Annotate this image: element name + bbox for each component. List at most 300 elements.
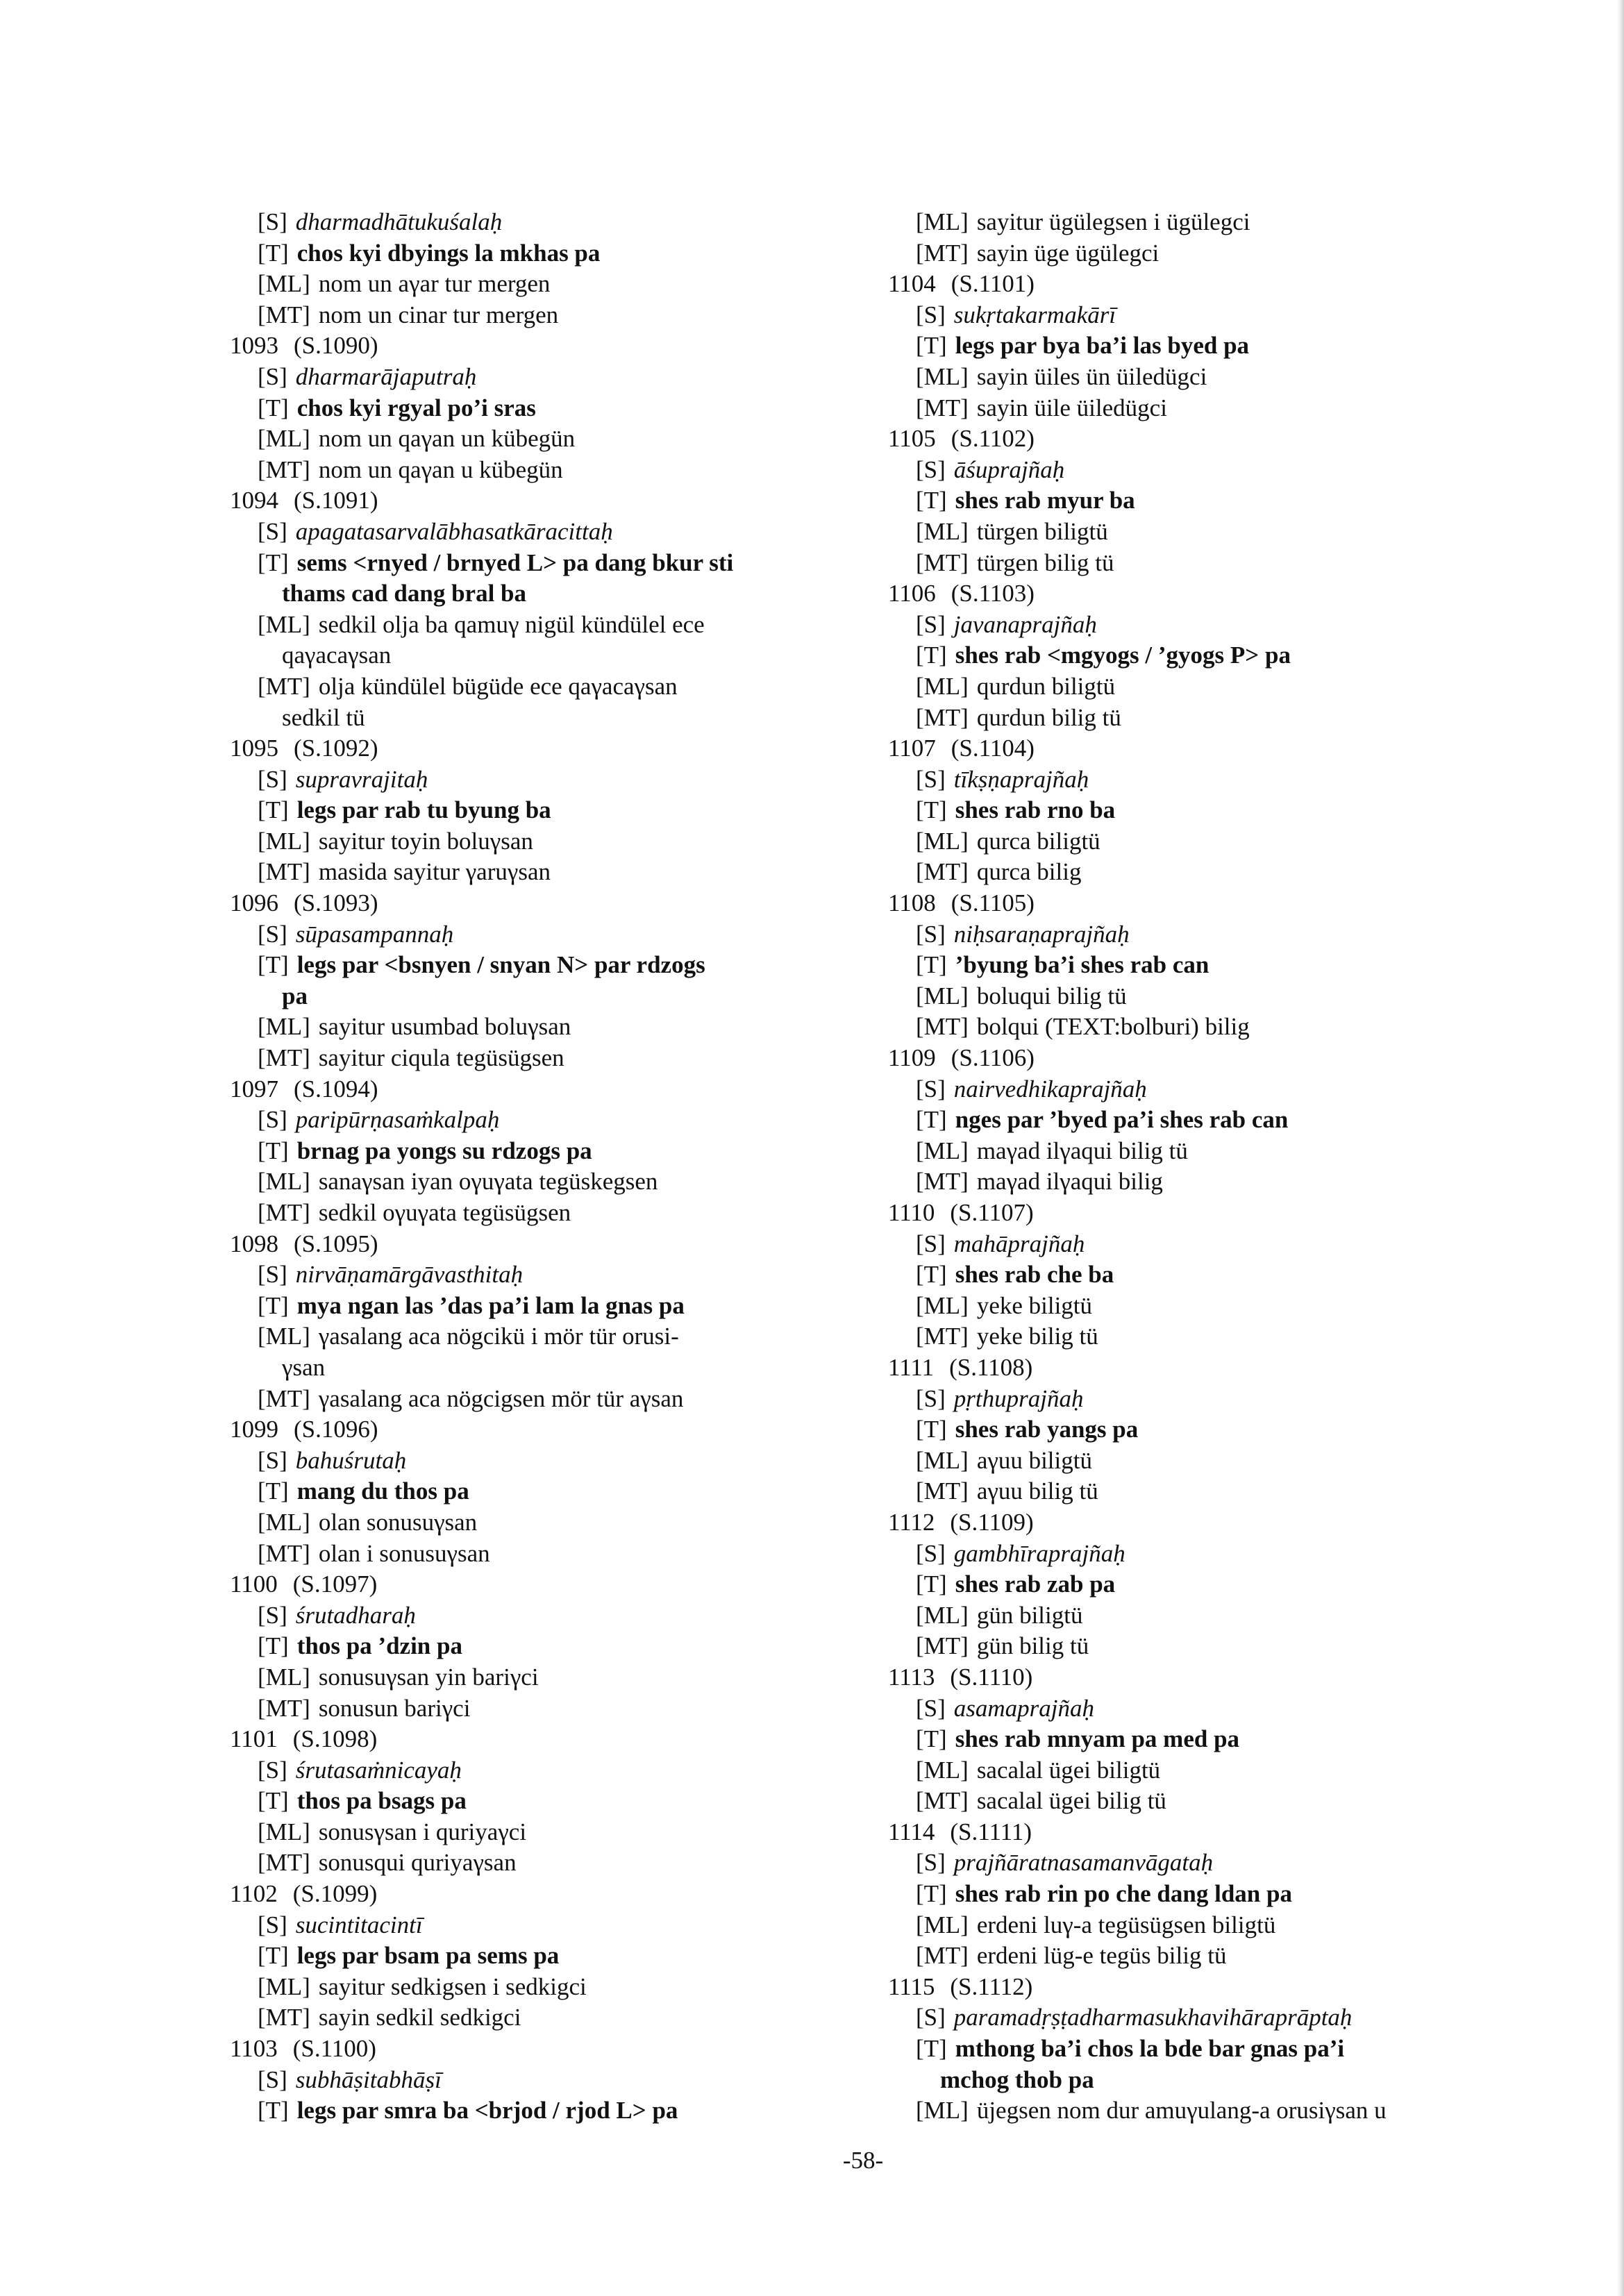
language-tag: [S] xyxy=(258,1756,287,1784)
language-tag: [S] xyxy=(258,362,287,390)
language-tag: [T] xyxy=(258,1137,289,1164)
language-tag: [T] xyxy=(916,332,947,360)
language-tag: [S] xyxy=(258,1106,287,1134)
entry-heading xyxy=(888,733,1513,764)
entry-text: prajñāratnasamanvāgataḥ xyxy=(953,1849,1214,1877)
entry-text: sonusun bariγci xyxy=(318,1694,471,1722)
entry-line-mt xyxy=(230,1539,855,1570)
language-tag: [MT] xyxy=(916,239,969,267)
entry-text: sūpasampannaḥ xyxy=(295,920,454,948)
entry-text: γasalang aca nögcigsen mör tür aγsan xyxy=(318,1384,684,1412)
entry-text: thams cad dang bral ba xyxy=(282,580,527,607)
entry-heading xyxy=(230,733,855,764)
entry-line-s xyxy=(230,1105,855,1136)
language-tag: [ML] xyxy=(916,1446,969,1474)
entry-line-s xyxy=(230,362,855,393)
entry-line-s xyxy=(888,300,1513,331)
language-tag: [T] xyxy=(258,796,289,824)
entry-line-t xyxy=(888,1879,1513,1910)
entry-line-t xyxy=(230,1476,855,1507)
language-tag: [T] xyxy=(916,1416,947,1443)
sanskrit-reference: (S.1107) xyxy=(950,1199,1034,1226)
entry-line-ml xyxy=(888,981,1513,1012)
language-tag: [S] xyxy=(916,455,946,483)
language-tag: [MT] xyxy=(258,455,310,483)
language-tag: [ML] xyxy=(916,1911,969,1938)
entry-text: nges par ’byed pa’i shes rab can xyxy=(955,1106,1289,1134)
language-tag: [ML] xyxy=(916,1137,969,1164)
entry-line-ml xyxy=(230,1321,855,1352)
entry-line-t xyxy=(888,2034,1513,2065)
entry-line-mt xyxy=(230,1198,855,1229)
entry-line-s xyxy=(888,1384,1513,1415)
language-tag: [MT] xyxy=(258,1384,310,1412)
entry-line-ml xyxy=(888,1600,1513,1632)
sanskrit-reference: (S.1097) xyxy=(292,1570,378,1598)
entry-line-mt xyxy=(888,1631,1513,1662)
entry-number: 1115 xyxy=(888,1972,935,2000)
entry-line-s xyxy=(888,1229,1513,1260)
entry-text: yeke bilig tü xyxy=(976,1323,1098,1350)
language-tag: [ML] xyxy=(258,1013,310,1041)
language-tag: [ML] xyxy=(258,425,310,453)
entry-text: maγad ilγaqui bilig xyxy=(976,1168,1163,1196)
entry-line-s xyxy=(230,517,855,548)
language-tag: [ML] xyxy=(916,362,969,390)
sanskrit-reference: (S.1108) xyxy=(949,1353,1033,1381)
sanskrit-reference: (S.1098) xyxy=(292,1725,378,1753)
language-tag: [MT] xyxy=(916,858,969,886)
entry-text: brnag pa yongs su rdzogs pa xyxy=(296,1137,592,1164)
entry-text: sanaγsan iyan oγuγata tegüskegsen xyxy=(318,1168,658,1196)
entry-heading xyxy=(888,269,1513,300)
language-tag: [ML] xyxy=(916,517,969,545)
entry-text: maγad ilγaqui bilig tü xyxy=(976,1137,1188,1164)
entry-text: thos pa bsags pa xyxy=(296,1787,467,1815)
entry-heading xyxy=(230,1074,855,1105)
entry-heading xyxy=(888,888,1513,919)
entry-text: gün biligtü xyxy=(976,1601,1083,1629)
language-tag: [MT] xyxy=(916,703,969,731)
sanskrit-reference: (S.1095) xyxy=(294,1230,378,1257)
entry-line-continuation xyxy=(230,640,855,671)
language-tag: [S] xyxy=(916,1849,946,1877)
left-column xyxy=(230,207,855,2127)
entry-text: shes rab <mgyogs / ’gyogs P> pa xyxy=(955,642,1291,669)
entry-line-ml xyxy=(888,2095,1513,2127)
entry-text: olan i sonusuγsan xyxy=(318,1539,490,1567)
entry-text: shes rab yangs pa xyxy=(955,1416,1139,1443)
entry-line-s xyxy=(230,1259,855,1291)
entry-line-mt xyxy=(230,671,855,703)
language-tag: [S] xyxy=(916,1694,946,1722)
entry-text: sacalal ügei biligtü xyxy=(976,1756,1161,1784)
entry-line-t xyxy=(888,950,1513,981)
entry-line-mt xyxy=(888,1941,1513,1972)
entry-text: sonusqui quriyaγsan xyxy=(318,1849,517,1877)
entry-text: gambhīraprajñaḥ xyxy=(953,1539,1125,1567)
entry-text: sems <rnyed / brnyed L> pa dang bkur sti xyxy=(296,548,734,576)
entry-number: 1096 xyxy=(230,889,278,917)
language-tag: [T] xyxy=(258,548,289,576)
entry-line-mt xyxy=(888,1476,1513,1507)
entry-number: 1094 xyxy=(230,487,278,514)
entry-text: mchog thob pa xyxy=(940,2065,1094,2093)
entry-text: qurdun bilig tü xyxy=(976,703,1121,731)
entry-text: sayin üile üiledügci xyxy=(976,394,1167,421)
language-tag: [MT] xyxy=(258,2004,310,2031)
entry-text: sonusγsan i quriyaγci xyxy=(318,1818,527,1845)
entry-text: sucintitacintī xyxy=(295,1911,423,1938)
entry-line-ml xyxy=(230,826,855,857)
entry-text: mang du thos pa xyxy=(296,1477,469,1505)
entry-text: sacalal ügei bilig tü xyxy=(976,1787,1166,1815)
entry-line-t xyxy=(888,1259,1513,1291)
entry-line-t xyxy=(888,485,1513,517)
entry-text: bahuśrutaḥ xyxy=(295,1446,407,1474)
entry-line-continuation xyxy=(888,2065,1513,2096)
sanskrit-reference: (S.1106) xyxy=(951,1044,1035,1072)
sanskrit-reference: (S.1104) xyxy=(951,735,1035,762)
language-tag: [ML] xyxy=(916,2097,969,2125)
sanskrit-reference: (S.1101) xyxy=(951,270,1035,298)
entry-number: 1104 xyxy=(888,270,936,298)
entry-heading xyxy=(888,1043,1513,1074)
entry-line-mt xyxy=(230,455,855,486)
entry-line-s xyxy=(888,764,1513,796)
sanskrit-reference: (S.1099) xyxy=(292,1880,378,1908)
entry-text: sayin üiles ün üiledügci xyxy=(976,362,1207,390)
entry-line-ml xyxy=(230,269,855,300)
language-tag: [S] xyxy=(258,920,287,948)
entry-line-mt xyxy=(230,857,855,888)
entry-line-continuation xyxy=(230,1352,855,1384)
entry-text: dharmadhātukuśalaḥ xyxy=(295,208,503,235)
entry-line-s xyxy=(230,1910,855,1941)
entry-text: sayitur toyin boluγsan xyxy=(318,827,533,855)
language-tag: [T] xyxy=(258,394,289,421)
entry-line-t xyxy=(230,950,855,981)
entry-line-t xyxy=(230,1136,855,1167)
entry-text: legs par rab tu byung ba xyxy=(296,796,551,824)
entry-text: śrutasaṁnicayaḥ xyxy=(295,1756,462,1784)
entry-number: 1098 xyxy=(230,1230,278,1257)
entry-text: olja kündülel bügüde ece qaγacaγsan xyxy=(318,672,678,700)
entry-line-s xyxy=(888,455,1513,486)
entry-text: γasalang aca nögcikü i mör tür orusi- xyxy=(318,1323,679,1350)
sanskrit-reference: (S.1090) xyxy=(294,332,378,360)
entry-text: asamaprajñaḥ xyxy=(953,1694,1095,1722)
entry-line-t xyxy=(230,795,855,826)
entry-text: niḥsaraṇaprajñaḥ xyxy=(953,920,1130,948)
entry-text: tīkṣṇaprajñaḥ xyxy=(953,765,1089,793)
entry-text: qurdun biligtü xyxy=(976,672,1116,700)
entry-number: 1101 xyxy=(230,1725,278,1753)
language-tag: [T] xyxy=(916,1880,947,1908)
entry-text: sayitur ciqula tegüsügsen xyxy=(318,1044,564,1072)
entry-heading xyxy=(888,578,1513,610)
language-tag: [T] xyxy=(258,239,289,267)
entry-number: 1100 xyxy=(230,1570,278,1598)
sanskrit-reference: (S.1096) xyxy=(294,1416,378,1443)
entry-text: javanaprajñaḥ xyxy=(953,610,1097,638)
sanskrit-reference: (S.1109) xyxy=(950,1508,1034,1536)
entry-number: 1113 xyxy=(888,1663,935,1691)
sanskrit-reference: (S.1094) xyxy=(294,1075,378,1103)
entry-text: chos kyi rgyal po’i sras xyxy=(296,394,536,421)
entry-text: nom un aγar tur mergen xyxy=(318,270,551,298)
entry-line-t xyxy=(230,548,855,579)
entry-line-t xyxy=(230,393,855,424)
entry-line-s xyxy=(888,919,1513,950)
entry-text: sonusuγsan yin bariγci xyxy=(318,1663,539,1691)
entry-line-mt xyxy=(888,1321,1513,1352)
entry-line-mt xyxy=(888,703,1513,734)
entry-text: legs par bsam pa sems pa xyxy=(296,1942,560,1970)
language-tag: [MT] xyxy=(258,301,310,328)
entry-text: bolqui (TEXT:bolburi) bilig xyxy=(976,1013,1250,1041)
entry-text: γsan xyxy=(282,1353,326,1381)
page-number: -58- xyxy=(842,2147,884,2174)
entry-line-s xyxy=(230,1446,855,1477)
language-tag: [MT] xyxy=(258,1044,310,1072)
entry-line-s xyxy=(230,1600,855,1632)
entry-line-mt xyxy=(888,238,1513,269)
language-tag: [S] xyxy=(258,1446,287,1474)
entry-line-s xyxy=(888,1847,1513,1879)
entry-heading xyxy=(230,888,855,919)
entry-text: āśuprajñaḥ xyxy=(953,455,1065,483)
entry-text: sayin sedkil sedkigci xyxy=(318,2004,521,2031)
language-tag: [ML] xyxy=(916,1601,969,1629)
language-tag: [S] xyxy=(916,1230,946,1257)
entry-heading xyxy=(230,485,855,517)
entry-text: sedkil oγuγata tegüsügsen xyxy=(318,1199,571,1226)
sanskrit-reference: (S.1100) xyxy=(292,2035,376,2063)
entry-line-mt xyxy=(230,1693,855,1725)
entry-line-ml xyxy=(230,1012,855,1043)
entry-line-t xyxy=(888,330,1513,362)
entry-line-continuation xyxy=(230,578,855,610)
entry-text: thos pa ’dzin pa xyxy=(296,1632,462,1660)
language-tag: [MT] xyxy=(258,672,310,700)
scan-edge xyxy=(1617,0,1624,2296)
entry-line-t xyxy=(230,2095,855,2127)
language-tag: [ML] xyxy=(916,1756,969,1784)
sanskrit-reference: (S.1092) xyxy=(294,735,378,762)
language-tag: [MT] xyxy=(258,1199,310,1226)
entry-line-continuation xyxy=(230,981,855,1012)
entry-text: mahāprajñaḥ xyxy=(953,1230,1085,1257)
entry-line-ml xyxy=(888,1136,1513,1167)
entry-line-t xyxy=(888,1569,1513,1600)
entry-heading xyxy=(888,1972,1513,2003)
entry-text: erdeni lüg-e tegüs bilig tü xyxy=(976,1942,1227,1970)
language-tag: [S] xyxy=(258,1911,287,1938)
entry-text: subhāṣitabhāṣī xyxy=(295,2065,442,2093)
entry-text: shes rab rin po che dang ldan pa xyxy=(955,1880,1292,1908)
sanskrit-reference: (S.1110) xyxy=(950,1663,1033,1691)
language-tag: [ML] xyxy=(258,1663,310,1691)
language-tag: [MT] xyxy=(916,1942,969,1970)
language-tag: [S] xyxy=(258,1261,287,1289)
sanskrit-reference: (S.1112) xyxy=(950,1972,1033,2000)
entry-line-t xyxy=(888,1105,1513,1136)
entry-line-t xyxy=(230,238,855,269)
language-tag: [S] xyxy=(916,301,946,328)
entry-number: 1093 xyxy=(230,332,278,360)
entry-text: nom un qaγan un kübegün xyxy=(318,425,576,453)
entry-line-ml xyxy=(888,362,1513,393)
entry-number: 1110 xyxy=(888,1199,935,1226)
entry-number: 1099 xyxy=(230,1416,278,1443)
entry-line-ml xyxy=(888,517,1513,548)
language-tag: [S] xyxy=(916,1539,946,1567)
language-tag: [MT] xyxy=(258,1694,310,1722)
entry-line-s xyxy=(888,1693,1513,1725)
entry-text: qurca biligtü xyxy=(976,827,1100,855)
entry-text: gün bilig tü xyxy=(976,1632,1089,1660)
language-tag: [ML] xyxy=(258,610,310,638)
language-tag: [T] xyxy=(258,1291,289,1319)
entry-text: boluqui bilig tü xyxy=(976,982,1127,1009)
entry-text: paramadṛṣṭadharmasukhavihāraprāptaḥ xyxy=(953,2004,1353,2031)
language-tag: [S] xyxy=(916,2004,946,2031)
sanskrit-reference: (S.1103) xyxy=(951,580,1035,607)
entry-text: legs par <bsnyen / snyan N> par rdzogs xyxy=(296,951,705,979)
entry-line-mt xyxy=(230,300,855,331)
entry-line-mt xyxy=(888,857,1513,888)
entry-line-mt xyxy=(888,1166,1513,1198)
language-tag: [T] xyxy=(916,1725,947,1753)
entry-text: shes rab mnyam pa med pa xyxy=(955,1725,1240,1753)
entry-text: masida sayitur γaruγsan xyxy=(318,858,551,886)
sanskrit-reference: (S.1091) xyxy=(294,487,378,514)
language-tag: [MT] xyxy=(916,548,969,576)
language-tag: [T] xyxy=(258,1632,289,1660)
entry-line-t xyxy=(230,1786,855,1817)
language-tag: [T] xyxy=(916,1106,947,1134)
entry-line-ml xyxy=(230,1972,855,2003)
entry-line-t xyxy=(888,795,1513,826)
entry-line-ml xyxy=(230,1507,855,1539)
entry-text: paripūrṇasaṁkalpaḥ xyxy=(295,1106,500,1134)
language-tag: [T] xyxy=(916,642,947,669)
entry-text: türgen biligtü xyxy=(976,517,1108,545)
entry-text: aγuu biligtü xyxy=(976,1446,1092,1474)
entry-number: 1103 xyxy=(230,2035,278,2063)
entry-text: mya ngan las ’das pa’i lam la gnas pa xyxy=(296,1291,685,1319)
entry-line-mt xyxy=(888,1786,1513,1817)
language-tag: [ML] xyxy=(258,827,310,855)
language-tag: [T] xyxy=(916,1261,947,1289)
entry-line-ml xyxy=(888,207,1513,238)
sanskrit-reference: (S.1102) xyxy=(951,425,1035,453)
language-tag: [MT] xyxy=(258,1539,310,1567)
entry-text: shes rab che ba xyxy=(955,1261,1114,1289)
entry-text: chos kyi dbyings la mkhas pa xyxy=(296,239,601,267)
entry-text: śrutadharaḥ xyxy=(295,1601,416,1629)
entry-line-s xyxy=(888,2002,1513,2034)
entry-text: pṛthuprajñaḥ xyxy=(953,1384,1084,1412)
entry-text: ’byung ba’i shes rab can xyxy=(955,951,1209,979)
entry-heading xyxy=(230,1724,855,1755)
entry-line-continuation xyxy=(230,703,855,734)
entry-line-s xyxy=(230,207,855,238)
language-tag: [ML] xyxy=(916,208,969,235)
language-tag: [S] xyxy=(258,765,287,793)
entry-line-ml xyxy=(230,1817,855,1848)
language-tag: [T] xyxy=(916,796,947,824)
entry-text: nairvedhikaprajñaḥ xyxy=(953,1075,1147,1103)
entry-text: nom un qaγan u kübegün xyxy=(318,455,563,483)
language-tag: [S] xyxy=(916,610,946,638)
sanskrit-reference: (S.1093) xyxy=(294,889,378,917)
entry-number: 1095 xyxy=(230,735,278,762)
language-tag: [S] xyxy=(916,920,946,948)
entry-line-s xyxy=(230,1755,855,1786)
language-tag: [S] xyxy=(258,2065,287,2093)
entry-line-mt xyxy=(888,393,1513,424)
entry-line-t xyxy=(888,1414,1513,1446)
entry-heading xyxy=(888,1662,1513,1693)
entry-line-t xyxy=(230,1631,855,1662)
language-tag: [T] xyxy=(258,2097,289,2125)
entry-heading xyxy=(230,1879,855,1910)
entry-line-s xyxy=(230,919,855,950)
language-tag: [ML] xyxy=(916,982,969,1009)
entry-heading xyxy=(230,1414,855,1446)
entry-number: 1112 xyxy=(888,1508,935,1536)
entry-heading xyxy=(230,1229,855,1260)
language-tag: [ML] xyxy=(258,1323,310,1350)
sanskrit-reference: (S.1105) xyxy=(951,889,1035,917)
entry-number: 1111 xyxy=(888,1353,935,1381)
entry-text: pa xyxy=(282,982,308,1009)
language-tag: [S] xyxy=(258,517,287,545)
entry-heading xyxy=(230,330,855,362)
entry-line-s xyxy=(888,1539,1513,1570)
entry-line-ml xyxy=(888,1755,1513,1786)
entry-text: shes rab myur ba xyxy=(955,487,1135,514)
language-tag: [S] xyxy=(916,1075,946,1103)
language-tag: [ML] xyxy=(916,1291,969,1319)
entry-text: sukṛtakarmakārī xyxy=(953,301,1116,328)
language-tag: [MT] xyxy=(258,1849,310,1877)
language-tag: [MT] xyxy=(258,858,310,886)
entry-line-t xyxy=(888,1724,1513,1755)
language-tag: [ML] xyxy=(258,1508,310,1536)
entry-text: sedkil tü xyxy=(282,703,365,731)
entry-text: olan sonusuγsan xyxy=(318,1508,478,1536)
entry-line-s xyxy=(888,610,1513,641)
entry-heading xyxy=(230,2034,855,2065)
entry-heading xyxy=(888,1352,1513,1384)
entry-heading xyxy=(888,1507,1513,1539)
entry-line-mt xyxy=(230,1847,855,1879)
language-tag: [MT] xyxy=(916,1168,969,1196)
language-tag: [MT] xyxy=(916,1013,969,1041)
language-tag: [ML] xyxy=(258,1818,310,1845)
entry-text: legs par smra ba <brjod / rjod L> pa xyxy=(296,2097,678,2125)
entry-number: 1108 xyxy=(888,889,936,917)
language-tag: [S] xyxy=(258,208,287,235)
entry-text: üjegsen nom dur amuγulang-a orusiγsan u xyxy=(976,2097,1387,2125)
entry-text: supravrajitaḥ xyxy=(295,765,428,793)
entry-number: 1109 xyxy=(888,1044,936,1072)
entry-line-mt xyxy=(888,548,1513,579)
entry-text: qaγacaγsan xyxy=(282,642,392,669)
